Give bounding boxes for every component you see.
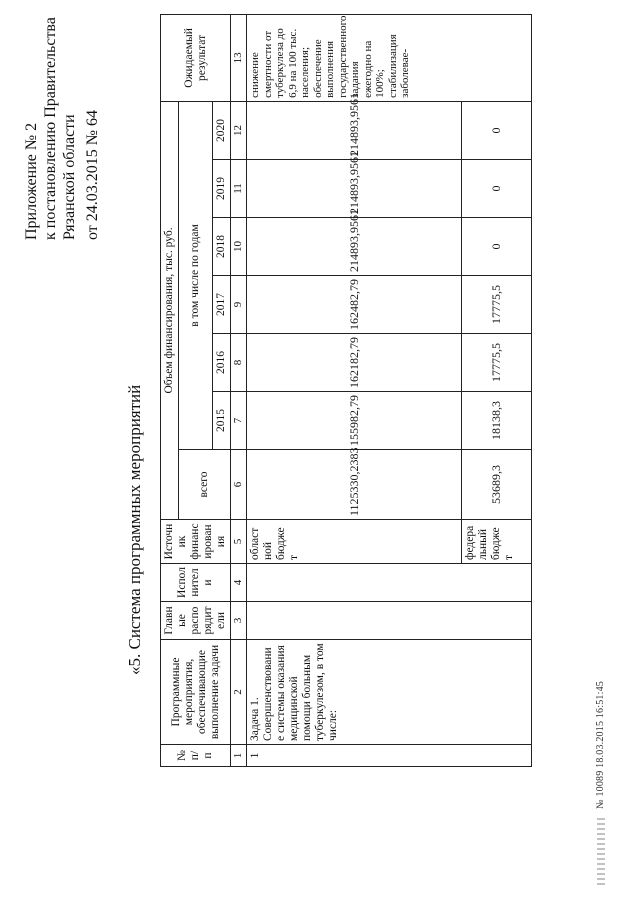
row-total: 53689,3	[462, 450, 532, 520]
header-year-2018: 2018	[213, 218, 231, 276]
row-2019: 0	[462, 160, 532, 218]
col-number: 10	[231, 218, 247, 276]
section-title: «5. Система программных мероприятий	[125, 384, 144, 675]
header-row	[161, 14, 179, 766]
header-year-2019: 2019	[213, 160, 231, 218]
header-num: № п/п	[161, 745, 231, 767]
stamp-text: № 10089 18.03.2015 16:51:45	[595, 681, 606, 809]
column-number-row	[231, 14, 247, 766]
row-managers	[247, 602, 532, 640]
header-funding: Объем финансирования, тыс. руб.	[161, 101, 179, 519]
row-result: снижение смертности от туберкулеза до 6,9 на 100 тыс. населения; обеспечение выполнения государственного задания ежегодно на 100%; стабилизация заболевае-	[247, 14, 532, 101]
col-number: 12	[231, 101, 247, 159]
row-2020: 0	[462, 101, 532, 159]
row-2017: 162482,79	[247, 276, 462, 334]
signature-mark	[597, 815, 605, 885]
header-year-2015: 2015	[213, 392, 231, 450]
row-2016: 162182,79	[247, 334, 462, 392]
col-number: 11	[231, 160, 247, 218]
header-year-2016: 2016	[213, 334, 231, 392]
row-source: областной бюджет	[247, 520, 462, 564]
row-2015: 155982,79	[247, 392, 462, 450]
header-activities: Программные мероприятия, обеспечивающие выполнение задачи	[161, 640, 231, 745]
row-executors	[247, 564, 532, 602]
row-total: 1125330,2383	[247, 450, 462, 520]
header-year-2017: 2017	[213, 276, 231, 334]
row-source: федеральный бюджет	[462, 520, 532, 564]
header-executors: Исполнители	[161, 564, 231, 602]
col-number: 13	[231, 14, 247, 101]
col-number: 4	[231, 564, 247, 602]
header-source: Источник финансирования	[161, 520, 231, 564]
program-activities-table	[160, 14, 532, 767]
col-number: 2	[231, 640, 247, 745]
appendix-region: Рязанской области	[61, 114, 78, 240]
row-num: 1	[247, 745, 532, 767]
row-activity: Задача 1. Совершенствование системы оказания медицинской помощи больным туберкулезом, в том числе:	[247, 640, 532, 745]
row-2015: 18138,3	[462, 392, 532, 450]
col-number: 1	[231, 745, 247, 767]
header-result: Ожидаемый результат	[161, 14, 231, 101]
col-number: 6	[231, 450, 247, 520]
col-number: 8	[231, 334, 247, 392]
table-row	[247, 14, 462, 766]
col-number: 5	[231, 520, 247, 564]
row-2018: 0	[462, 218, 532, 276]
col-number: 3	[231, 602, 247, 640]
row-2017: 17775,5	[462, 276, 532, 334]
row-2016: 17775,5	[462, 334, 532, 392]
header-by-years: в том числе по годам	[179, 101, 213, 449]
appendix-header	[22, 17, 102, 240]
col-number: 9	[231, 276, 247, 334]
appendix-decree: к постановлению Правительства	[42, 17, 59, 240]
row-2020: 214893,9561	[247, 101, 462, 159]
row-2018: 214893,9561	[247, 218, 462, 276]
appendix-date: от 24.03.2015 № 64	[84, 109, 101, 240]
header-total: всего	[179, 450, 231, 520]
col-number: 7	[231, 392, 247, 450]
header-managers: Главные распорядители	[161, 602, 231, 640]
appendix-number: Приложение № 2	[23, 122, 40, 240]
header-year-2020: 2020	[213, 101, 231, 159]
registration-stamp	[595, 681, 606, 885]
row-2019: 214893,9561	[247, 160, 462, 218]
